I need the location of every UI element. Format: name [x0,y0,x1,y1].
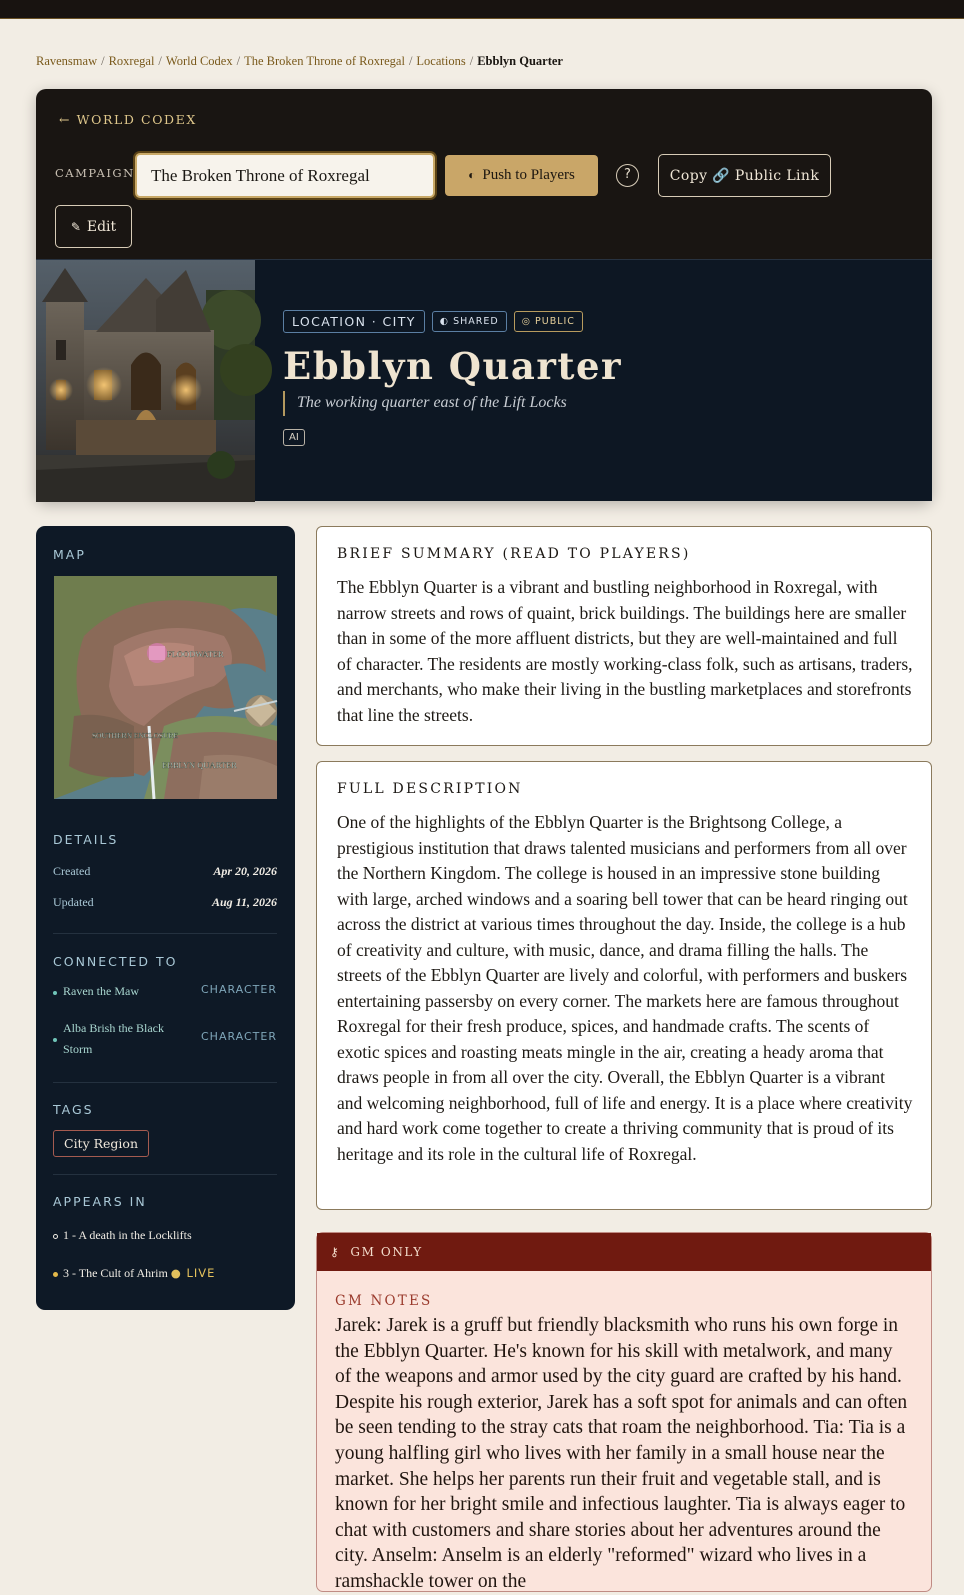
breadcrumb-world-codex[interactable]: World Codex [165,54,233,68]
connection-type: CHARACTER [201,983,277,996]
map-label-ebblyn-quarter: EBBLYN QUARTER [162,760,237,770]
badge-row [283,310,583,333]
push-to-players-label: Push to Players [482,167,575,183]
divider [53,1082,277,1083]
page-title: Ebblyn Quarter [283,344,623,388]
breadcrumb-locations[interactable]: Locations [416,54,466,68]
gm-only-label: GM ONLY [350,1245,423,1259]
details-heading: DETAILS [53,832,119,847]
ring-icon [53,1234,58,1239]
gm-only-bar [317,1233,931,1271]
public-badge: ◎ PUBLIC [514,311,583,332]
description-card [316,761,932,1210]
location-image-art [36,260,255,502]
bullet-icon [53,991,57,995]
top-bar [0,0,964,19]
connection-item[interactable] [53,1018,277,1062]
connection-name: Alba Brish the Black Storm [63,1021,164,1056]
appears-heading: APPEARS IN [53,1194,147,1209]
location-map[interactable] [54,576,277,799]
connection-name: Raven the Maw [63,984,139,998]
appears-item[interactable] [53,1228,192,1243]
breadcrumb-separator: / [408,54,413,68]
divider [53,1174,277,1175]
shared-badge: ◐ SHARED [432,311,507,332]
pencil-icon: ✎ [70,219,81,234]
breadcrumb-separator: / [101,54,105,68]
gm-notes-text: Jarek: Jarek is a gruff but friendly blacksmith who runs his own forge in the Ebblyn Quarter. He's known for his skill with metalwork, and many of the weapons and armor used by the city guard are crafted by his hand. Despite his rough exterior, Jarek has a soft spot for animals and can often be seen tending to the stray cats that roam the neighborhood. Tia: Tia is a young halfling girl who lives with her family in a small house near the market. She helps her parents run their fruit and vegetable stall, and is known for her bright smile and infectious laughter. Tia is always eager to chat with customers and share stories about her adventures around the city. Anselm: Anselm is an elderly "reformed" wizard who lives in a ramshackle tower on the [335,1315,908,1592]
dot-icon [53,1272,58,1277]
breadcrumb-current: Ebblyn Quarter [477,54,563,68]
description-heading: FULL DESCRIPTION [337,781,523,797]
breadcrumb-campaign[interactable]: The Broken Throne of Roxregal [244,54,405,68]
map-art [54,576,277,799]
header-panel [36,89,932,501]
appears-label: 1 - A death in the Locklifts [63,1228,192,1242]
copy-public-link-button[interactable]: Copy 🔗 Public Link [658,154,831,197]
connection-type: CHARACTER [201,1030,277,1043]
type-badge: LOCATION · CITY [283,310,425,333]
map-label-southern-enclosure: SOUTHERN ENCLOSURE [92,731,179,740]
divider [53,933,277,934]
help-icon[interactable]: ? [616,164,639,187]
location-subtitle: The working quarter east of the Lift Locks [283,391,567,416]
detail-value: Apr 20, 2026 [213,864,277,878]
appears-item-live[interactable] [53,1266,215,1281]
tags-heading: TAGS [53,1102,94,1117]
sidebar [36,526,295,1310]
breadcrumb-separator: / [158,54,162,68]
detail-value: Aug 11, 2026 [211,895,277,909]
summary-text: The Ebblyn Quarter is a vibrant and bustling neighborhood in Roxregal, with narrow streets and rows of quaint, brick buildings. The buildings here are smaller than in some of the more affluent districts, but they are well-maintained and full of character. The residents are mostly working-class folk, such as artisans, traders, and merchants, who make their living in the bustling marketplaces and storefronts that line the streets. [337,577,913,725]
breadcrumb-separator: / [469,54,474,68]
detail-key: Updated [53,895,94,909]
edit-button[interactable] [55,205,132,248]
tag-chip[interactable]: City Region [53,1130,149,1157]
detail-key: Created [53,864,91,878]
push-to-players-button[interactable] [445,155,598,196]
key-icon: ⚷ [330,1245,341,1259]
summary-heading: BRIEF SUMMARY (READ TO PLAYERS) [337,546,691,562]
breadcrumb-roxregal[interactable]: Roxregal [108,54,155,68]
edit-label: Edit [86,218,117,235]
breadcrumb [36,54,563,69]
connected-heading: CONNECTED TO [53,954,178,969]
detail-row-created [53,864,277,879]
bullet-icon [53,1038,57,1042]
campaign-label: CAMPAIGN [55,166,135,180]
connection-item[interactable] [53,981,277,1005]
live-badge: ● LIVE [170,1266,216,1280]
breadcrumb-separator: / [236,54,241,68]
breadcrumb-ravensmaw[interactable]: Ravensmaw [36,54,98,68]
detail-row-updated [53,895,277,910]
description-text: One of the highlights of the Ebblyn Quarter is the Brightsong College, a prestigious institution that draws talented musicians and performers from all over the Northern Kingdom. The college is housed in an impressive stone building with large, arched windows and a soaring bell tower that can be heard ringing out across the district at various times throughout the day. Inside, the college is a hub of creativity and culture, with music, dance, and drama filling the halls. The streets of the Ebblyn Quarter are lively and colorful, with performers and buskers entertaining passersby on every corner. The markets here are famous throughout Roxregal for their fresh produce, spices, and handmade crafts. The scents of exotic spices and roasting meats mingle in the air, creating a heady aroma that draws people in from all over the city. Overall, the Ebblyn Quarter is a vibrant and welcoming neighborhood, full of life and energy. It is a place where creativity and hard work come together to create a thriving community that is proud of its heritage and its role in the cultural life of Roxregal. [337,812,913,1164]
map-heading: MAP [53,547,86,562]
campaign-select[interactable]: The Broken Throne of Roxregal [135,153,435,198]
ai-badge: AI [283,429,305,446]
location-image[interactable] [36,260,255,502]
map-label-floodwater: FLOODWATER [167,649,224,659]
location-hero [36,259,932,501]
appears-label: 3 - The Cult of Ahrim [63,1266,168,1280]
gm-notes-heading: GM NOTES [335,1293,433,1309]
half-moon-icon: ◐ [468,168,476,182]
gm-notes-panel [316,1232,932,1592]
back-to-world-codex-link[interactable]: ← WORLD CODEX [59,112,197,127]
summary-card [316,526,932,746]
